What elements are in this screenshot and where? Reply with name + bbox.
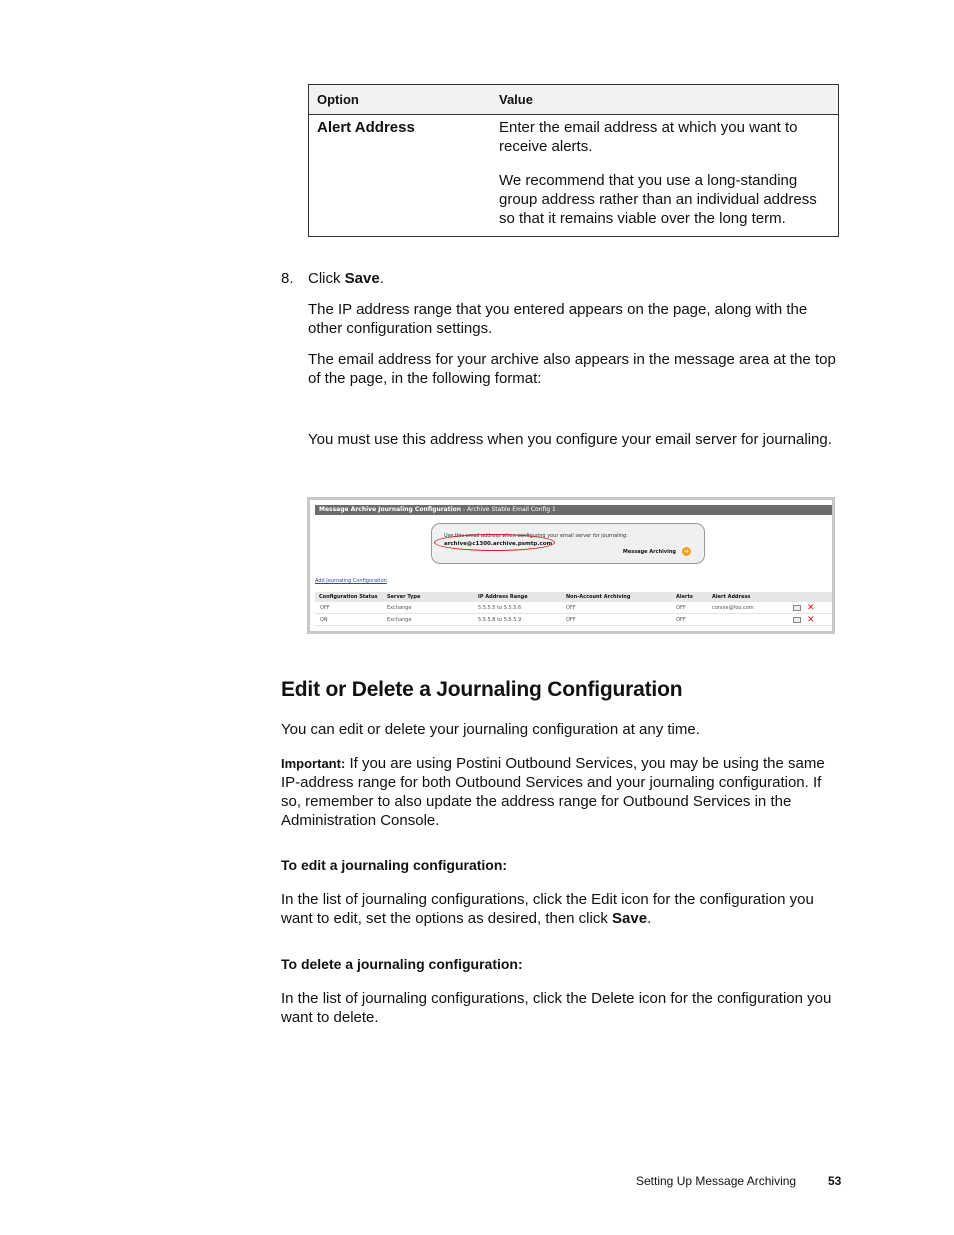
step-instruction: Click Save. [308,270,384,287]
section-intro: You can edit or delete your journaling configuration at any time. [281,721,700,738]
column-header: Configuration Status [319,594,378,600]
option-name: Alert Address [317,119,415,136]
message-text: Use this email address when configuring your email server for journaling: [444,533,628,539]
important-label: Important: [281,756,346,771]
add-journaling-config-link[interactable]: Add Journaling Configuration [315,578,387,584]
edit-subheading: To edit a journaling configuration: [281,857,508,873]
edit-icon[interactable] [793,605,801,611]
delete-icon[interactable]: ✕ [807,615,815,625]
message-archiving-link[interactable]: Message Archiving [622,549,676,555]
screenshot-title-bar: Message Archive Journaling Configuration - Archive Stable Email Config 1 [315,505,832,515]
step-paragraph: You must use this address when you configure your email server for journaling. [308,431,832,448]
column-header: Non-Account Archiving [566,594,631,600]
column-header: Alerts [676,594,693,600]
option-column-header: Option [317,92,359,107]
journaling-config-screenshot [307,497,835,634]
save-keyword: Save [344,270,380,287]
option-table-row [309,115,838,236]
page-number: 53 [828,1174,842,1188]
column-header: Server Type [387,594,421,600]
highlight-oval [434,534,555,551]
save-keyword: Save [612,910,648,927]
column-header: IP Address Range [478,594,528,600]
message-area [431,523,705,564]
option-table [308,84,839,237]
archive-address: archive@c1300.archive.psmtp.com [444,541,553,547]
option-value [499,118,833,243]
option-table-header [309,85,838,115]
journaling-config-table [315,592,832,626]
delete-subheading: To delete a journaling configuration: [281,956,523,972]
option-value-paragraph: Enter the email address at which you want to receive alerts. [499,119,798,155]
option-value-paragraph: We recommend that you use a long-standing group address rather than an individual address so that it remains viable over the long term. [499,172,817,227]
step-number: 8. [281,270,294,287]
value-column-header: Value [499,92,533,107]
delete-icon[interactable]: ✕ [807,603,815,613]
important-note: Important: If you are using Postini Outbound Services, you may be using the same IP-address range for both Outbound Services and your journaling configuration. If so, remember to also update the address range for Outbound Services in the Administration Console. [281,755,825,829]
step-paragraph: The IP address range that you entered appears on the page, along with the other configuration settings. [308,301,808,337]
edit-icon[interactable] [793,617,801,623]
edit-instructions: In the list of journaling configurations, click the Edit icon for the configuration you want to edit, set the options as desired, then click Save. [281,891,814,927]
step-paragraph: The email address for your archive also appears in the message area at the top of the page, in the following format: [308,351,836,387]
table-row: OFF Exchange 5.5.5.5 to 5.5.5.6 OFF OFF connie@foo.com ✕ [315,602,832,614]
arrow-right-icon[interactable]: ➔ [683,548,690,555]
section-heading: Edit or Delete a Journaling Configuration [281,678,683,701]
table-row: ON Exchange 5.5.5.8 to 5.5.5.9 OFF OFF ✕ [315,614,832,626]
column-header: Alert Address [712,594,751,600]
delete-instructions: In the list of journaling configurations, click the Delete icon for the configuration you want to delete. [281,990,832,1026]
table-header [315,592,832,602]
footer-chapter-title: Setting Up Message Archiving [636,1174,797,1188]
